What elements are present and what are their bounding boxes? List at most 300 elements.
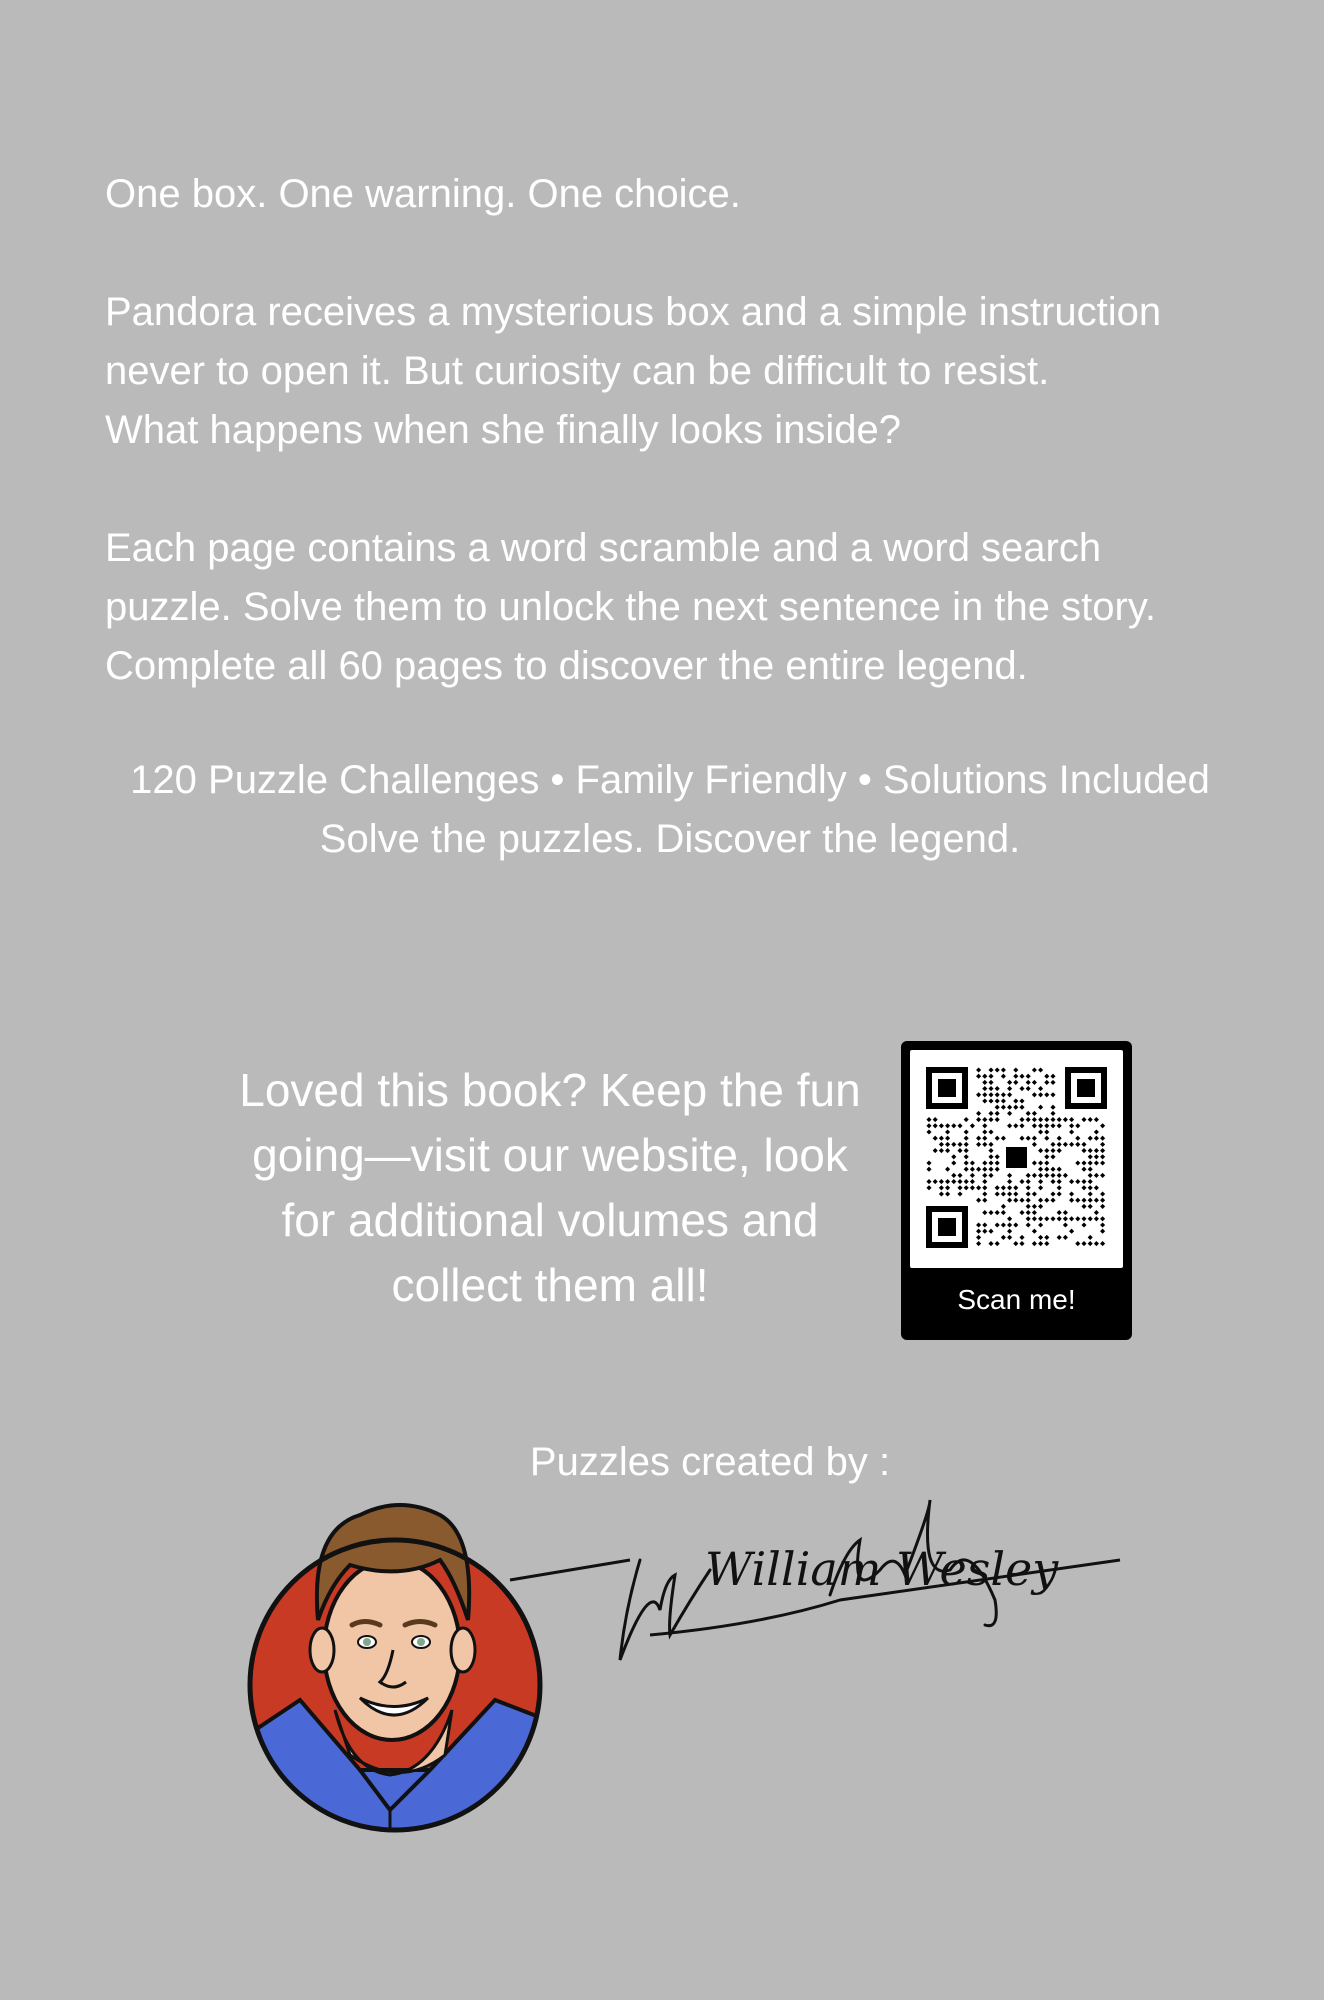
qr-module [1088, 1235, 1093, 1240]
qr-module [945, 1123, 950, 1128]
qr-module [970, 1167, 975, 1172]
qr-module [1050, 1167, 1055, 1172]
qr-module [1013, 1098, 1018, 1103]
qr-module [1094, 1129, 1099, 1134]
qr-module [926, 1117, 931, 1122]
qr-module [1038, 1123, 1043, 1128]
qr-module [1019, 1210, 1024, 1215]
qr-module [1057, 1117, 1062, 1122]
qr-module [1007, 1105, 1012, 1110]
qr-module [1057, 1173, 1062, 1178]
qr-module [1057, 1148, 1062, 1153]
qr-module [1050, 1074, 1055, 1079]
qr-module [1044, 1235, 1049, 1240]
qr-module [1050, 1092, 1055, 1097]
qr-module [1050, 1179, 1055, 1184]
qr-module [1063, 1173, 1068, 1178]
qr-module [1038, 1222, 1043, 1227]
qr-module [1100, 1173, 1105, 1178]
qr-module [1019, 1086, 1024, 1091]
qr-module [945, 1167, 950, 1172]
qr-module [995, 1098, 1000, 1103]
qr-module [957, 1185, 962, 1190]
qr-module [1100, 1198, 1105, 1203]
promo-line: Loved this book? Keep the fun [239, 1064, 861, 1116]
qr-module [1032, 1123, 1037, 1128]
qr-module [1007, 1086, 1012, 1091]
qr-module [1050, 1117, 1055, 1122]
qr-module [982, 1129, 987, 1134]
qr-module [1063, 1216, 1068, 1221]
qr-module [995, 1136, 1000, 1141]
qr-module [1038, 1204, 1043, 1209]
qr-module [1026, 1086, 1031, 1091]
qr-module [1075, 1241, 1080, 1246]
qr-module [1032, 1136, 1037, 1141]
qr-module [1069, 1117, 1074, 1122]
qr-module [976, 1229, 981, 1234]
qr-module [1001, 1067, 1006, 1072]
qr-module [995, 1167, 1000, 1172]
qr-module [1026, 1222, 1031, 1227]
qr-module [1069, 1198, 1074, 1203]
qr-module [1019, 1136, 1024, 1141]
qr-module [1026, 1111, 1031, 1116]
qr-module [1001, 1105, 1006, 1110]
qr-module [951, 1154, 956, 1159]
qr-module [995, 1105, 1000, 1110]
qr-module [1081, 1222, 1086, 1227]
qr-module [1088, 1167, 1093, 1172]
qr-module [1007, 1235, 1012, 1240]
qr-module [1081, 1185, 1086, 1190]
qr-module [1038, 1179, 1043, 1184]
qr-module [1007, 1198, 1012, 1203]
qr-module [1044, 1074, 1049, 1079]
blurb-line: Complete all 60 pages to discover the entire legend. [105, 644, 1028, 688]
qr-module [926, 1123, 931, 1128]
qr-module [1001, 1222, 1006, 1227]
qr-module [988, 1080, 993, 1085]
qr-module [1019, 1117, 1024, 1122]
qr-module [982, 1136, 987, 1141]
qr-module [964, 1129, 969, 1134]
qr-module [976, 1235, 981, 1240]
qr-module [964, 1185, 969, 1190]
qr-module [964, 1179, 969, 1184]
qr-module [964, 1154, 969, 1159]
qr-module [1100, 1148, 1105, 1153]
qr-module [1007, 1191, 1012, 1196]
qr-module [1044, 1123, 1049, 1128]
qr-module [1057, 1191, 1062, 1196]
qr-module [945, 1185, 950, 1190]
qr-module [982, 1117, 987, 1122]
book-blurb [105, 165, 1255, 755]
qr-module [1038, 1105, 1043, 1110]
qr-module [1038, 1173, 1043, 1178]
blurb-line: puzzle. Solve them to unlock the next sentence in the story. [105, 585, 1156, 629]
qr-module [1013, 1074, 1018, 1079]
qr-module [976, 1222, 981, 1227]
tagline [60, 751, 1280, 869]
qr-module [1094, 1185, 1099, 1190]
qr-module [933, 1148, 938, 1153]
qr-module [1032, 1117, 1037, 1122]
qr-module [982, 1222, 987, 1227]
qr-module [926, 1160, 931, 1165]
qr-module [1100, 1241, 1105, 1246]
qr-module [995, 1210, 1000, 1215]
qr-code[interactable] [910, 1050, 1123, 1268]
qr-module [988, 1154, 993, 1159]
qr-module [970, 1185, 975, 1190]
qr-module [1032, 1067, 1037, 1072]
qr-module [1063, 1222, 1068, 1227]
qr-module [982, 1198, 987, 1203]
qr-module [1088, 1198, 1093, 1203]
qr-module [964, 1117, 969, 1122]
qr-module [1019, 1241, 1024, 1246]
qr-module [1001, 1204, 1006, 1209]
qr-module [1081, 1198, 1086, 1203]
qr-module [1026, 1117, 1031, 1122]
qr-module [926, 1129, 931, 1134]
qr-module [1032, 1173, 1037, 1178]
qr-module [982, 1210, 987, 1215]
promo-text [200, 1058, 900, 1318]
qr-module [1088, 1204, 1093, 1209]
qr-module [957, 1148, 962, 1153]
qr-module [1088, 1154, 1093, 1159]
qr-module [1038, 1241, 1043, 1246]
qr-module [988, 1210, 993, 1215]
qr-module [1044, 1154, 1049, 1159]
qr-module [1038, 1235, 1043, 1240]
blurb-paragraph-1 [105, 165, 1255, 224]
qr-code-card[interactable] [901, 1041, 1132, 1340]
qr-module [1088, 1117, 1093, 1122]
qr-module [976, 1185, 981, 1190]
qr-module [926, 1179, 931, 1184]
qr-module [951, 1160, 956, 1165]
qr-module [1069, 1129, 1074, 1134]
qr-module [1026, 1074, 1031, 1079]
qr-module [982, 1191, 987, 1196]
qr-module [1057, 1123, 1062, 1128]
qr-module [976, 1074, 981, 1079]
qr-module [933, 1136, 938, 1141]
qr-module [982, 1229, 987, 1234]
qr-module [995, 1092, 1000, 1097]
qr-module [970, 1179, 975, 1184]
qr-module [1038, 1185, 1043, 1190]
qr-module [976, 1142, 981, 1147]
qr-module [1075, 1142, 1080, 1147]
blurb-paragraph-2 [105, 283, 1255, 460]
qr-scan-label: Scan me! [957, 1284, 1076, 1315]
qr-module [1050, 1105, 1055, 1110]
qr-module [939, 1123, 944, 1128]
qr-module [933, 1123, 938, 1128]
qr-module [1063, 1210, 1068, 1215]
qr-module [1088, 1160, 1093, 1165]
qr-module [1100, 1191, 1105, 1196]
qr-module [964, 1136, 969, 1141]
qr-module [1081, 1216, 1086, 1221]
qr-module [1044, 1092, 1049, 1097]
qr-module [976, 1198, 981, 1203]
qr-module [957, 1123, 962, 1128]
qr-module [1032, 1216, 1037, 1221]
qr-module [1050, 1080, 1055, 1085]
promo-line: collect them all! [391, 1259, 709, 1311]
qr-module [1032, 1241, 1037, 1246]
qr-module [1038, 1117, 1043, 1122]
qr-module [1069, 1216, 1074, 1221]
qr-module [1007, 1080, 1012, 1085]
qr-module [957, 1191, 962, 1196]
qr-module [1044, 1160, 1049, 1165]
qr-module [1038, 1167, 1043, 1172]
qr-module [1019, 1098, 1024, 1103]
qr-module [951, 1173, 956, 1178]
blurb-line: Pandora receives a mysterious box and a simple instruction [105, 290, 1162, 334]
qr-module [988, 1142, 993, 1147]
qr-module [1094, 1117, 1099, 1122]
qr-module [1094, 1154, 1099, 1159]
qr-module [1069, 1191, 1074, 1196]
qr-module [945, 1148, 950, 1153]
tagline-features: 120 Puzzle Challenges • Family Friendly • Solutions Included [130, 758, 1210, 802]
qr-module [1001, 1136, 1006, 1141]
qr-module [995, 1067, 1000, 1072]
qr-module [1032, 1204, 1037, 1209]
qr-module [1050, 1173, 1055, 1178]
qr-module [982, 1092, 987, 1097]
qr-module [982, 1185, 987, 1190]
qr-module [1038, 1148, 1043, 1153]
qr-module [951, 1142, 956, 1147]
qr-module [1094, 1136, 1099, 1141]
qr-module [1007, 1179, 1012, 1184]
qr-module [939, 1179, 944, 1184]
qr-module [982, 1160, 987, 1165]
qr-module [988, 1148, 993, 1153]
qr-module [1038, 1198, 1043, 1203]
qr-module [1057, 1185, 1062, 1190]
qr-module [1013, 1105, 1018, 1110]
qr-module [988, 1129, 993, 1134]
qr-module [1007, 1216, 1012, 1221]
qr-module [1063, 1235, 1068, 1240]
qr-module [1044, 1198, 1049, 1203]
qr-module [933, 1117, 938, 1122]
qr-module [1050, 1123, 1055, 1128]
qr-module [1007, 1123, 1012, 1128]
qr-module [1069, 1229, 1074, 1234]
qr-module [1013, 1080, 1018, 1085]
qr-module [1094, 1148, 1099, 1153]
qr-module [1081, 1142, 1086, 1147]
qr-module [976, 1092, 981, 1097]
qr-module [982, 1123, 987, 1128]
qr-module [957, 1173, 962, 1178]
qr-module [951, 1179, 956, 1184]
qr-module [995, 1160, 1000, 1165]
qr-module [982, 1173, 987, 1178]
qr-module [939, 1148, 944, 1153]
qr-module [988, 1098, 993, 1103]
qr-module [1050, 1148, 1055, 1153]
qr-module [976, 1241, 981, 1246]
qr-module [988, 1160, 993, 1165]
qr-module [1069, 1142, 1074, 1147]
qr-module [1050, 1191, 1055, 1196]
qr-module [995, 1241, 1000, 1246]
qr-module [982, 1142, 987, 1147]
qr-module [1032, 1142, 1037, 1147]
qr-module [988, 1117, 993, 1122]
qr-module [1088, 1148, 1093, 1153]
qr-module [1094, 1198, 1099, 1203]
qr-module [957, 1142, 962, 1147]
qr-module [1094, 1173, 1099, 1178]
qr-module [1100, 1222, 1105, 1227]
qr-module [982, 1179, 987, 1184]
qr-module [1007, 1173, 1012, 1178]
qr-module [1001, 1098, 1006, 1103]
qr-module [1088, 1241, 1093, 1246]
qr-module [1057, 1216, 1062, 1221]
qr-module [1100, 1142, 1105, 1147]
qr-module [1075, 1216, 1080, 1221]
qr-module [964, 1142, 969, 1147]
qr-module [1094, 1241, 1099, 1246]
qr-module [1019, 1198, 1024, 1203]
qr-module [1038, 1086, 1043, 1091]
qr-module [1013, 1198, 1018, 1203]
qr-module [1019, 1123, 1024, 1128]
qr-module [1081, 1179, 1086, 1184]
qr-module [1013, 1123, 1018, 1128]
author-signature [500, 1460, 1140, 1680]
qr-module [1094, 1160, 1099, 1165]
qr-module [1026, 1080, 1031, 1085]
qr-module [1088, 1179, 1093, 1184]
qr-module [1032, 1160, 1037, 1165]
qr-module [1044, 1216, 1049, 1221]
qr-module [1044, 1117, 1049, 1122]
qr-module [1044, 1173, 1049, 1178]
qr-module [988, 1111, 993, 1116]
qr-module [1019, 1235, 1024, 1240]
qr-module [976, 1067, 981, 1072]
qr-module [1081, 1117, 1086, 1122]
qr-module [945, 1179, 950, 1184]
qr-module [1088, 1185, 1093, 1190]
qr-module [1038, 1092, 1043, 1097]
qr-module [1026, 1216, 1031, 1221]
qr-module [1081, 1241, 1086, 1246]
qr-module [1026, 1191, 1031, 1196]
qr-module [1057, 1210, 1062, 1215]
qr-module [1026, 1204, 1031, 1209]
qr-module [995, 1117, 1000, 1122]
qr-module [1081, 1167, 1086, 1172]
qr-module [1044, 1167, 1049, 1172]
qr-module [982, 1074, 987, 1079]
qr-module [1075, 1136, 1080, 1141]
qr-module [1094, 1210, 1099, 1215]
qr-module [1081, 1148, 1086, 1153]
qr-module [1081, 1204, 1086, 1209]
qr-module [988, 1173, 993, 1178]
qr-module [1001, 1092, 1006, 1097]
qr-module [1100, 1229, 1105, 1234]
qr-module [1032, 1191, 1037, 1196]
qr-module [1069, 1179, 1074, 1184]
qr-module [1001, 1185, 1006, 1190]
qr-module [1075, 1179, 1080, 1184]
qr-module [1081, 1160, 1086, 1165]
qr-module [1100, 1216, 1105, 1221]
tagline-slogan: Solve the puzzles. Discover the legend. [319, 817, 1021, 861]
qr-module [1088, 1173, 1093, 1178]
qr-module [1088, 1191, 1093, 1196]
qr-module [1044, 1136, 1049, 1141]
qr-module [1075, 1198, 1080, 1203]
qr-module [1100, 1160, 1105, 1165]
qr-module [1050, 1111, 1055, 1116]
qr-module [1026, 1198, 1031, 1203]
qr-module [1026, 1173, 1031, 1178]
qr-module [1050, 1142, 1055, 1147]
qr-module [1057, 1167, 1062, 1172]
qr-module [945, 1136, 950, 1141]
blurb-paragraph-3 [105, 519, 1255, 696]
qr-module [1019, 1179, 1024, 1184]
qr-module [939, 1191, 944, 1196]
qr-module [1001, 1191, 1006, 1196]
qr-module [1044, 1129, 1049, 1134]
qr-module [1013, 1185, 1018, 1190]
qr-module [988, 1074, 993, 1079]
qr-module [1007, 1229, 1012, 1234]
qr-module [1007, 1092, 1012, 1097]
qr-module [988, 1086, 993, 1091]
qr-module [1032, 1092, 1037, 1097]
qr-module [933, 1179, 938, 1184]
qr-module [1026, 1185, 1031, 1190]
qr-module [995, 1154, 1000, 1159]
qr-module [1001, 1074, 1006, 1079]
qr-module [995, 1111, 1000, 1116]
qr-module [1075, 1160, 1080, 1165]
qr-module [1007, 1111, 1012, 1116]
qr-module [1057, 1179, 1062, 1184]
qr-module [988, 1167, 993, 1172]
qr-module [1100, 1136, 1105, 1141]
qr-module [976, 1167, 981, 1172]
qr-module [945, 1129, 950, 1134]
qr-module [1032, 1229, 1037, 1234]
qr-module [957, 1179, 962, 1184]
qr-module [1044, 1080, 1049, 1085]
qr-module [939, 1185, 944, 1190]
qr-module [1001, 1210, 1006, 1215]
qr-module [1100, 1154, 1105, 1159]
